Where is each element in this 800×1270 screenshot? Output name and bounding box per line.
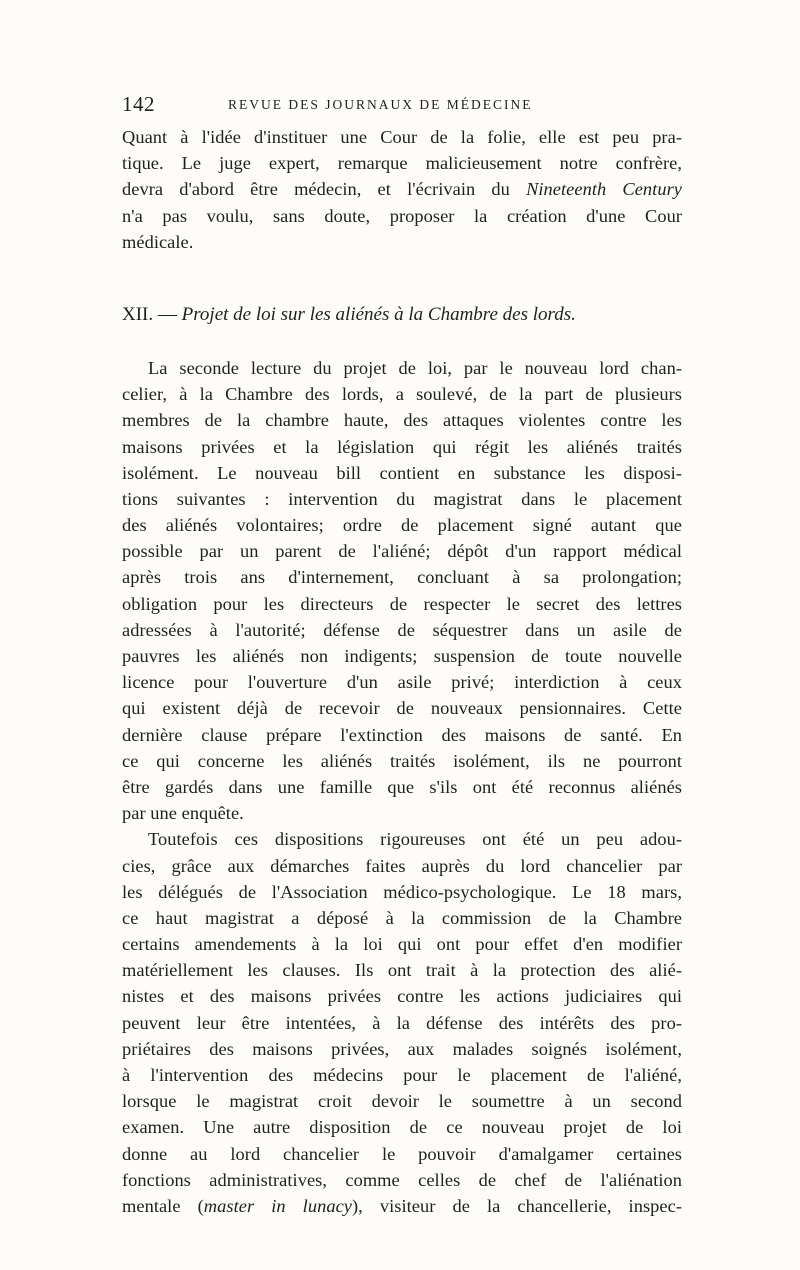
- text-line: dernière clause prépare l'extinction des maisons de santé. En: [122, 724, 682, 745]
- page-header: [122, 92, 682, 120]
- text-line: certains amendements à la loi qui ont pour effet d'en modifier: [122, 934, 682, 955]
- section-number: XII. —: [122, 303, 177, 325]
- text-line: nistes et des maisons privées contre les actions judiciaires qui: [122, 986, 682, 1007]
- text-line: matériellement les clauses. Ils ont trait à la protection des alié-: [122, 960, 682, 981]
- text-line: tique. Le juge expert, remarque malicieusement notre confrère,: [122, 153, 682, 174]
- page-number: 142: [122, 92, 155, 116]
- text-line: devra d'abord être médecin, et l'écrivain du Nineteenth Century: [122, 179, 682, 200]
- text-line: qui existent déjà de recevoir de nouveaux pensionnaires. Cette: [122, 698, 682, 719]
- text-line: après trois ans d'internement, concluant à sa prolongation;: [122, 567, 682, 588]
- text-line: Toutefois ces dispositions rigoureuses ont été un peu adou-: [148, 829, 682, 850]
- text-line: des aliénés volontaires; ordre de placement signé autant que: [122, 515, 682, 536]
- italic-term: master in lunacy: [203, 1195, 352, 1216]
- text-line: examen. Une autre disposition de ce nouveau projet de loi: [122, 1117, 682, 1138]
- text-line: maisons privées et la législation qui régit les aliénés traités: [122, 436, 682, 457]
- text-line: isolément. Le nouveau bill contient en substance les disposi-: [122, 462, 682, 483]
- text-line: par une enquête.: [122, 803, 244, 824]
- text-line: être gardés dans une famille que s'ils ont été reconnus aliénés: [122, 776, 682, 797]
- text-line: membres de la chambre haute, des attaques violentes contre les: [122, 410, 682, 431]
- text-line: les délégués de l'Association médico-psychologique. Le 18 mars,: [122, 881, 682, 902]
- paragraph-1: [122, 355, 682, 826]
- text-line: fonctions administratives, comme celles de chef de l'aliénation: [122, 1169, 682, 1190]
- text-line: priétaires des maisons privées, aux malades soignés isolément,: [122, 1038, 682, 1059]
- text-line: ce qui concerne les aliénés traités isolément, ils ne pourront: [122, 750, 682, 771]
- text-line: La seconde lecture du projet de loi, par le nouveau lord chan-: [148, 357, 682, 378]
- text-line: ce haut magistrat a déposé à la commission de la Chambre: [122, 907, 682, 928]
- intro-paragraph: [122, 124, 682, 255]
- text-line: lorsque le magistrat croit devoir le soumettre à un second: [122, 1091, 682, 1112]
- text-line: à l'intervention des médecins pour le placement de l'aliéné,: [122, 1065, 682, 1085]
- section-heading: [122, 301, 682, 329]
- text-line: possible par un parent de l'aliéné; dépôt d'un rapport médical: [122, 541, 682, 562]
- text-line: donne au lord chancelier le pouvoir d'amalgamer certaines: [122, 1143, 682, 1164]
- running-title: REVUE DES JOURNAUX DE MÉDECINE: [228, 97, 533, 112]
- text-line: médicale.: [122, 231, 194, 252]
- journal-title: Nineteenth Century: [526, 179, 682, 200]
- text-line: obligation pour les directeurs de respecter le secret des lettres: [122, 593, 682, 614]
- text-line: adressées à l'autorité; défense de séquestrer dans un asile de: [122, 619, 682, 640]
- text-line: Quant à l'idée d'instituer une Cour de la folie, elle est peu pra-: [122, 127, 682, 147]
- text-line: pauvres les aliénés non indigents; suspension de toute nouvelle: [122, 646, 682, 666]
- text-line: tions suivantes : intervention du magistrat dans le placement: [122, 488, 682, 509]
- text-line: peuvent leur être intentées, à la défense des intérêts des pro-: [122, 1012, 682, 1033]
- text-line: cies, grâce aux démarches faites auprès du lord chancelier par: [122, 855, 682, 876]
- paragraph-2: [122, 826, 682, 1219]
- section-title: Projet de loi sur les aliénés à la Chambre des lords.: [181, 303, 576, 325]
- text-line: celier, à la Chambre des lords, a soulevé, de la part de plusieurs: [122, 384, 682, 405]
- text-line: licence pour l'ouverture d'un asile privé; interdiction à ceux: [122, 672, 682, 693]
- text-line: n'a pas voulu, sans doute, proposer la création d'une Cour: [122, 205, 682, 226]
- text-block: [122, 124, 682, 1219]
- text-line: mentale (master in lunacy), visiteur de la chancellerie, inspec-: [122, 1195, 682, 1216]
